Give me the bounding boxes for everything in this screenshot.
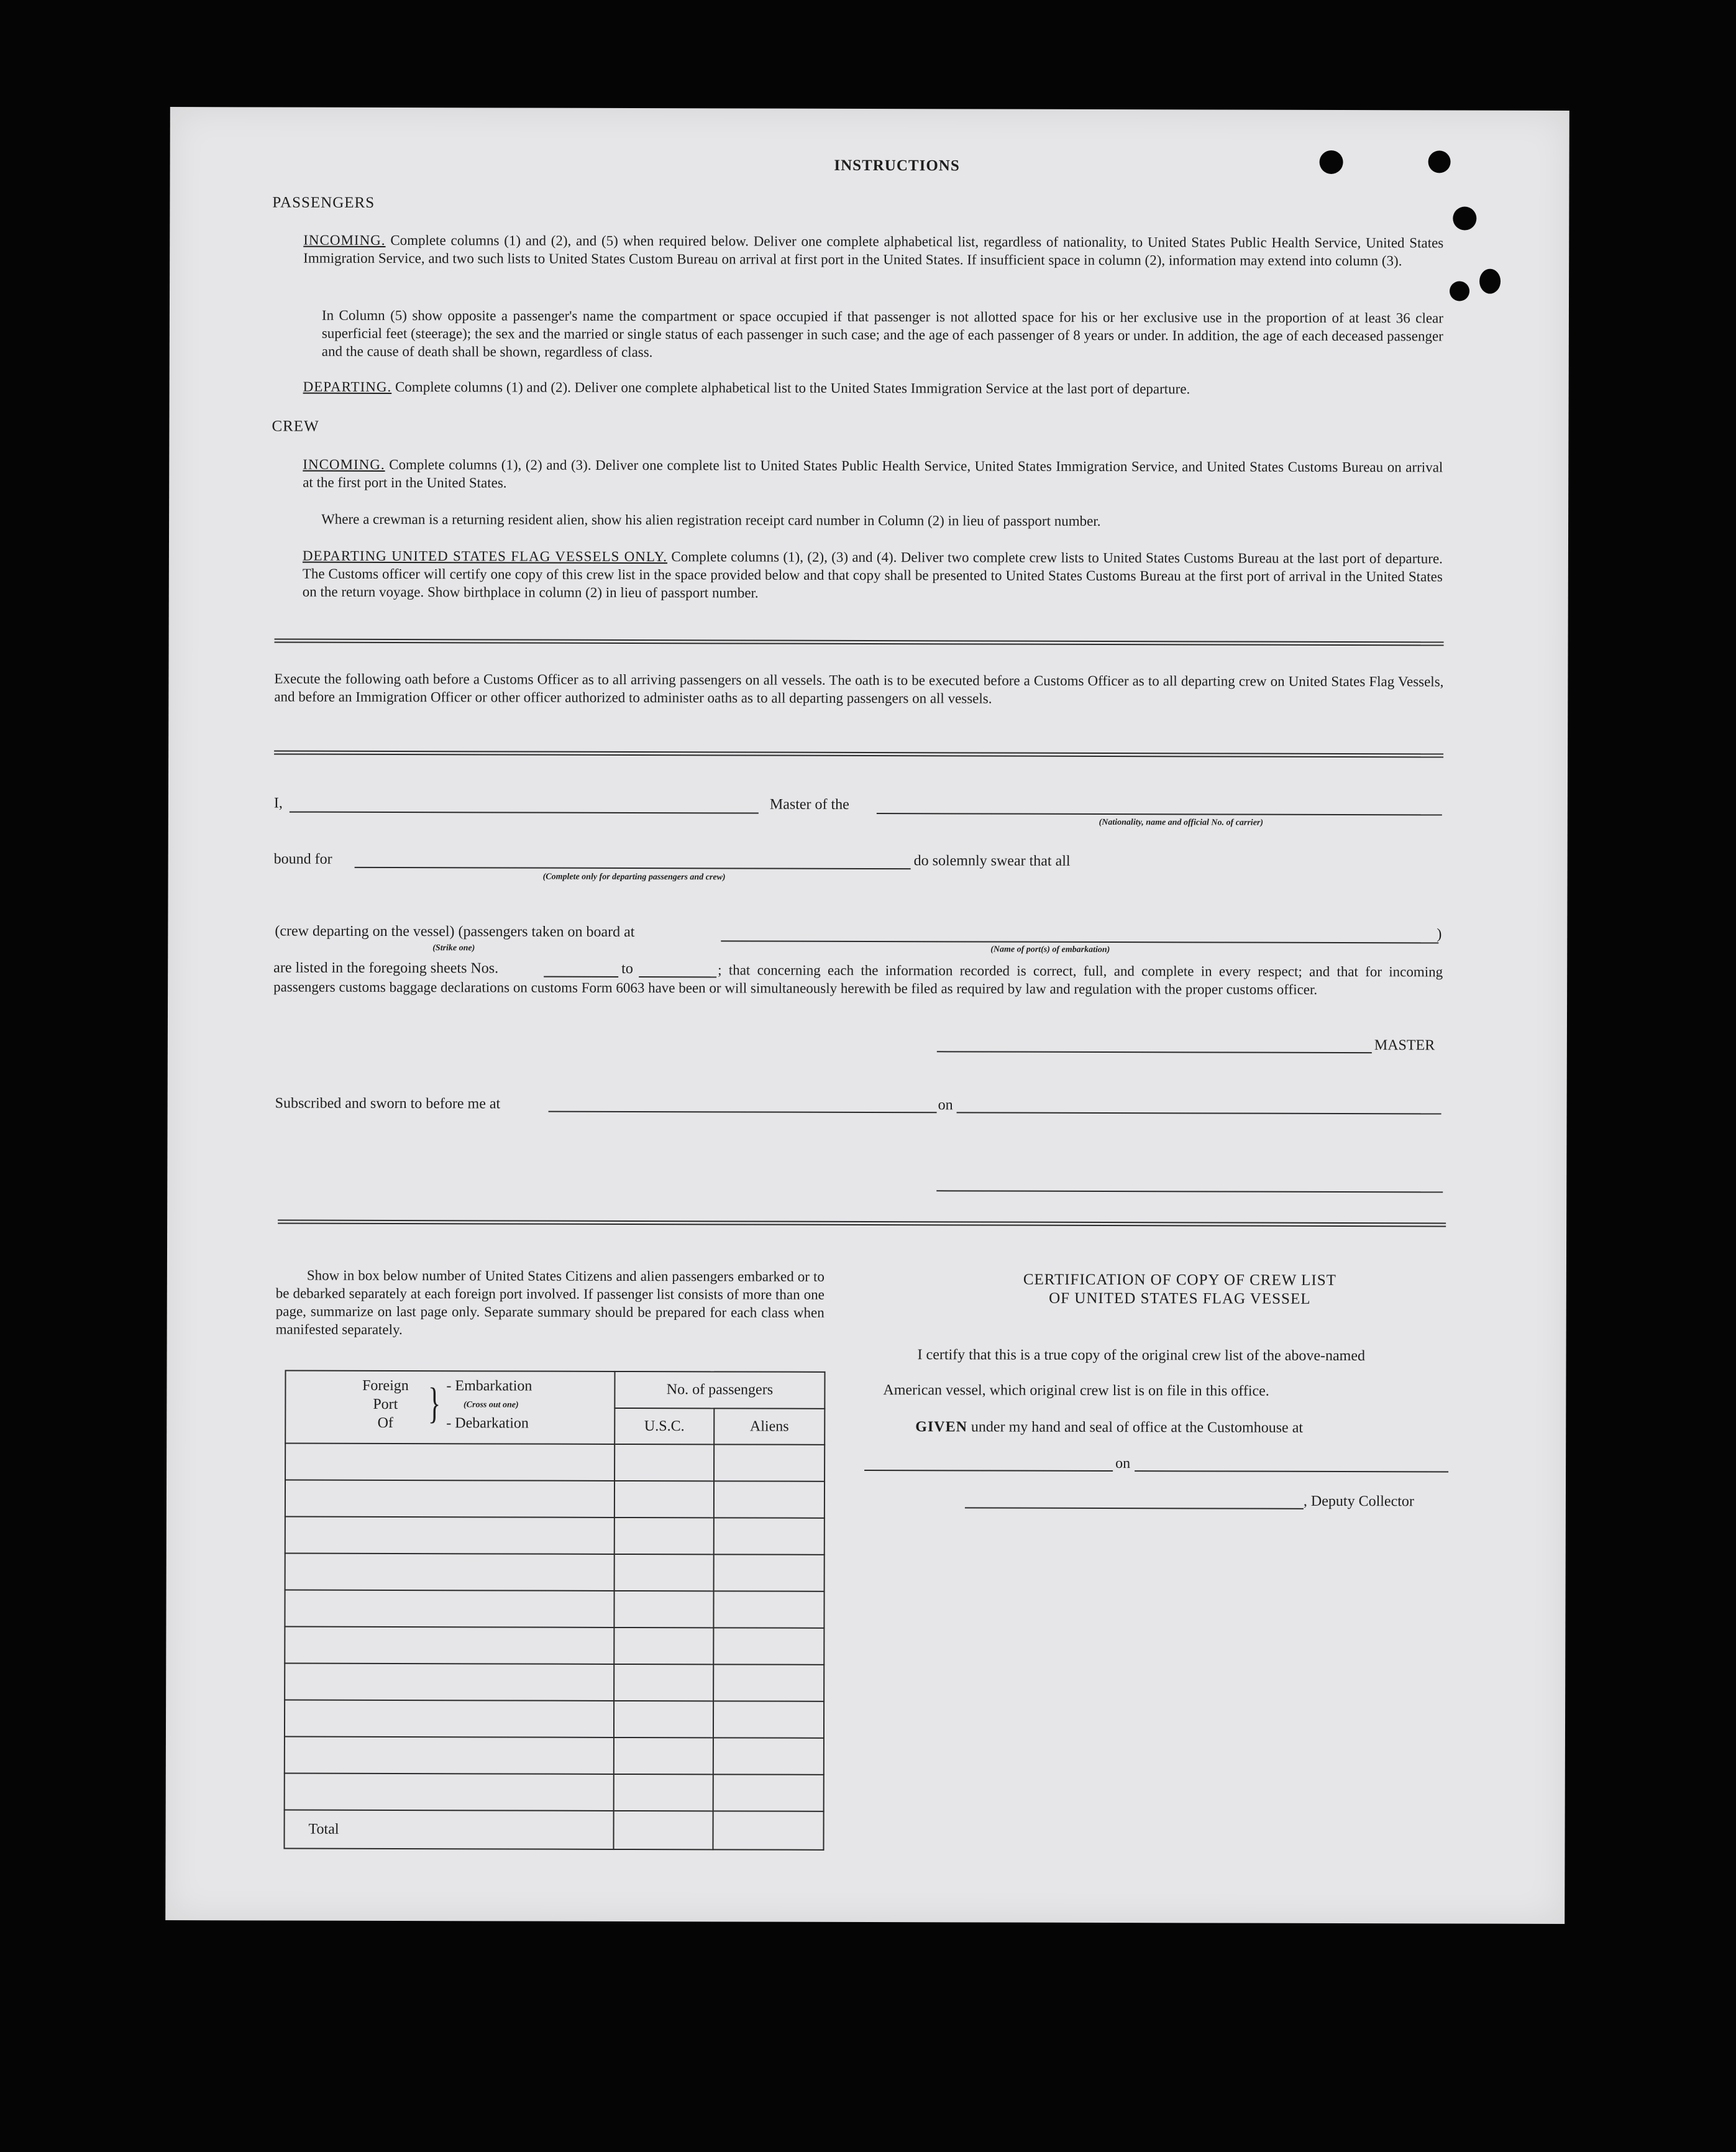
table-row bbox=[285, 1664, 824, 1701]
bound-for-label: bound for bbox=[273, 851, 332, 868]
page-title: INSTRUCTIONS bbox=[834, 157, 960, 175]
carrier-hint: (Nationality, name and official No. of carrier) bbox=[1099, 817, 1264, 828]
aliens-cell[interactable] bbox=[714, 1518, 825, 1554]
listed-label: are listed in the foregoing sheets Nos. bbox=[273, 959, 499, 977]
aliens-cell[interactable] bbox=[713, 1774, 824, 1811]
certify-line-2: American vessel, which original crew list is on file in this office. bbox=[883, 1382, 1269, 1399]
bound-for-field[interactable] bbox=[355, 867, 911, 869]
foreign-port-header bbox=[285, 1371, 614, 1444]
carrier-field[interactable] bbox=[877, 813, 1442, 815]
table-row bbox=[285, 1480, 825, 1518]
bound-hint: (Complete only for departing passengers and crew) bbox=[542, 872, 726, 882]
passengers-incoming-text: Complete columns (1) and (2), and (5) when required below. Deliver one complete alphabetical list, regardless of nationality, to United States Public Health Service, United States Immigration Service, and two such lists to United States Custom Bureau on arrival at first port in the United States. If insufficient space in column (2), information may extend into column (3). bbox=[303, 232, 1444, 269]
usc-cell[interactable] bbox=[614, 1444, 714, 1481]
punch-hole bbox=[1453, 206, 1476, 230]
table-row bbox=[285, 1700, 824, 1738]
col-foreign: Foreign bbox=[362, 1377, 409, 1394]
punch-hole bbox=[1450, 281, 1469, 301]
brace: } bbox=[427, 1380, 441, 1428]
port-cell[interactable] bbox=[285, 1664, 614, 1701]
oath-instructions: Execute the following oath before a Customs Officer as to all arriving passengers on all vessels. The oath is to be executed before a Customs Officer as to all departing crew on United States Flag Vessels, and before an Immigration Officer or other officer authorized to administer oaths as to all departing passengers on all vessels. bbox=[274, 671, 1444, 707]
certification-title-1: CERTIFICATION OF COPY OF CREW LIST bbox=[1023, 1271, 1336, 1289]
aliens-cell[interactable] bbox=[714, 1444, 825, 1481]
usc-cell[interactable] bbox=[614, 1701, 713, 1738]
col-port: Port bbox=[373, 1396, 398, 1413]
passengers-incoming-label: INCOMING. bbox=[303, 232, 386, 248]
punch-hole bbox=[1479, 269, 1501, 294]
port-cell[interactable] bbox=[285, 1627, 614, 1664]
passengers-departing-label: DEPARTING. bbox=[303, 378, 392, 395]
col-of: Of bbox=[377, 1414, 393, 1432]
cert-on-label: on bbox=[1115, 1455, 1131, 1472]
port-cell[interactable] bbox=[285, 1737, 614, 1774]
crew-departing-paragraph bbox=[303, 547, 1443, 604]
table-row bbox=[285, 1737, 824, 1775]
listed-rest-text: ; that concerning each the information recorded is correct, full, and complete in every respect; and that for incoming passengers customs baggage declarations on customs Form 6063 have been or will simultaneously herewith be filed as required by law and regulation with the proper customs officer. bbox=[273, 962, 1443, 997]
officer-signature-field[interactable] bbox=[936, 1190, 1443, 1193]
aliens-header: Aliens bbox=[714, 1408, 825, 1444]
to-label: to bbox=[621, 960, 633, 978]
swear-label: do solemnly swear that all bbox=[913, 853, 1071, 869]
usc-cell[interactable] bbox=[614, 1774, 713, 1811]
certify-line-1: I certify that this is a true copy of the original crew list of the above-named bbox=[917, 1347, 1366, 1365]
ports-hint: (Name of port(s) of embarkation) bbox=[990, 945, 1110, 955]
column5-paragraph: In Column (5) show opposite a passenger's name the compartment or space occupied if that passenger is not allotted space for his or her exclusive use in the proportion of at least 36 clear superficial feet (steerage); the sex and the married or single status of each passenger in such case; and the age of each passenger of 8 years or under. In addition, the age of each deceased passenger and the cause of death shall be shown, regardless of class. bbox=[321, 307, 1443, 360]
aliens-cell[interactable] bbox=[713, 1591, 824, 1628]
given-line bbox=[915, 1419, 1303, 1437]
aliens-cell[interactable] bbox=[713, 1738, 824, 1774]
usc-header: U.S.C. bbox=[614, 1408, 714, 1444]
usc-cell[interactable] bbox=[614, 1481, 714, 1518]
strike-hint: (Strike one) bbox=[432, 943, 475, 953]
deputy-signature-field[interactable] bbox=[965, 1507, 1304, 1509]
punch-hole bbox=[1320, 150, 1343, 174]
usc-cell[interactable] bbox=[614, 1738, 713, 1774]
usc-cell[interactable] bbox=[614, 1628, 713, 1664]
usc-cell[interactable] bbox=[614, 1554, 714, 1591]
port-cell[interactable] bbox=[285, 1590, 614, 1628]
table-row bbox=[285, 1590, 824, 1628]
passengers-departing-paragraph bbox=[303, 378, 1443, 399]
subscribed-date-field[interactable] bbox=[957, 1112, 1441, 1114]
form-sheet bbox=[165, 107, 1569, 1924]
usc-cell[interactable] bbox=[614, 1591, 713, 1628]
subscribed-on-label: on bbox=[938, 1097, 953, 1114]
divider bbox=[278, 1220, 1446, 1227]
port-cell[interactable] bbox=[285, 1480, 614, 1518]
summary-instructions: Show in box below number of United States Citizens and alien passengers embarked or to be debarked separately at each foreign port involved. If passenger list consists of more than one page, summarize on last page only. Separate summary should be prepared for each class when manifested separately. bbox=[275, 1267, 825, 1338]
crew-departing-label: DEPARTING UNITED STATES FLAG VESSELS ONLY. bbox=[302, 547, 668, 565]
crew-departing-text: Complete columns (1), (2), (3) and (4). Deliver two complete crew lists to United States Customs Bureau at the last port of departure. The Customs officer will certify one copy of this crew list in the space provided below and that copy shall be presented to United States Customs Bureau at the first port of arrival in the United States on the return voyage. Show birthplace in column (2) in lieu of passport number. bbox=[302, 549, 1443, 601]
port-cell[interactable] bbox=[285, 1774, 614, 1811]
crew-heading: CREW bbox=[272, 418, 319, 435]
usc-cell[interactable] bbox=[614, 1664, 713, 1701]
crew-passengers-label: (crew departing on the vessel) (passengers taken on board at bbox=[275, 923, 635, 941]
aliens-cell[interactable] bbox=[713, 1628, 824, 1664]
passengers-heading: PASSENGERS bbox=[272, 194, 375, 211]
listed-rest bbox=[273, 959, 1443, 999]
cross-out-hint: (Cross out one) bbox=[463, 1400, 519, 1410]
aliens-cell[interactable] bbox=[713, 1664, 824, 1701]
crew-incoming-text: Complete columns (1), (2) and (3). Deliver one complete list to United States Public Health Service, United States Immigration Service, and United States Customs Bureau on arrival at the first port in the United States. bbox=[303, 456, 1443, 491]
usc-cell[interactable] bbox=[614, 1518, 714, 1554]
i-label: I, bbox=[273, 795, 283, 812]
table-row bbox=[285, 1554, 825, 1591]
no-of-passengers-header: No. of passengers bbox=[614, 1371, 825, 1409]
deputy-collector-label: , Deputy Collector bbox=[1303, 1493, 1414, 1510]
table-row bbox=[285, 1444, 825, 1481]
master-signature-field[interactable] bbox=[937, 1051, 1372, 1053]
master-name-field[interactable] bbox=[290, 812, 759, 814]
subscribed-place-field[interactable] bbox=[549, 1111, 937, 1114]
passengers-departing-text: Complete columns (1) and (2). Deliver one complete alphabetical list to the United States Immigration Service at the last port of departure. bbox=[395, 379, 1190, 397]
table-row bbox=[285, 1517, 825, 1555]
passengers-incoming-paragraph bbox=[303, 231, 1443, 270]
crew-incoming-label: INCOMING. bbox=[303, 456, 385, 472]
debarkation-label: - Debarkation bbox=[446, 1415, 529, 1432]
aliens-cell[interactable] bbox=[714, 1481, 825, 1518]
passenger-summary-table bbox=[283, 1370, 825, 1851]
crew-resident-paragraph: Where a crewman is a returning resident alien, show his alien registration receipt card number in Column (2) in lieu of passport number. bbox=[321, 511, 1101, 529]
given-rest: under my hand and seal of office at the Customhouse at bbox=[971, 1419, 1304, 1436]
customhouse-field[interactable] bbox=[864, 1470, 1113, 1472]
usc-total-cell[interactable] bbox=[613, 1811, 713, 1849]
master-label: MASTER bbox=[1374, 1037, 1435, 1054]
cert-date-field[interactable] bbox=[1135, 1470, 1448, 1472]
aliens-cell[interactable] bbox=[713, 1701, 824, 1738]
aliens-total-cell[interactable] bbox=[713, 1811, 823, 1849]
total-label: Total bbox=[284, 1810, 613, 1849]
port-cell[interactable] bbox=[285, 1444, 614, 1481]
close-paren: ) bbox=[1437, 926, 1442, 943]
port-cell[interactable] bbox=[285, 1517, 614, 1554]
certification-title-2: OF UNITED STATES FLAG VESSEL bbox=[1049, 1289, 1311, 1307]
master-of-label: Master of the bbox=[769, 796, 849, 813]
embarkation-label: - Embarkation bbox=[446, 1378, 532, 1394]
crew-incoming-paragraph bbox=[303, 456, 1443, 495]
divider bbox=[275, 638, 1444, 646]
port-cell[interactable] bbox=[285, 1700, 614, 1738]
port-cell[interactable] bbox=[285, 1554, 614, 1591]
aliens-cell[interactable] bbox=[714, 1554, 825, 1591]
ports-field[interactable] bbox=[721, 940, 1438, 943]
punch-hole bbox=[1428, 150, 1451, 173]
divider bbox=[274, 750, 1443, 758]
table-row bbox=[285, 1627, 824, 1665]
table-row bbox=[285, 1774, 824, 1811]
total-row bbox=[284, 1810, 823, 1850]
subscribed-label: Subscribed and sworn to before me at bbox=[275, 1095, 501, 1112]
given-word: GIVEN bbox=[915, 1419, 967, 1435]
